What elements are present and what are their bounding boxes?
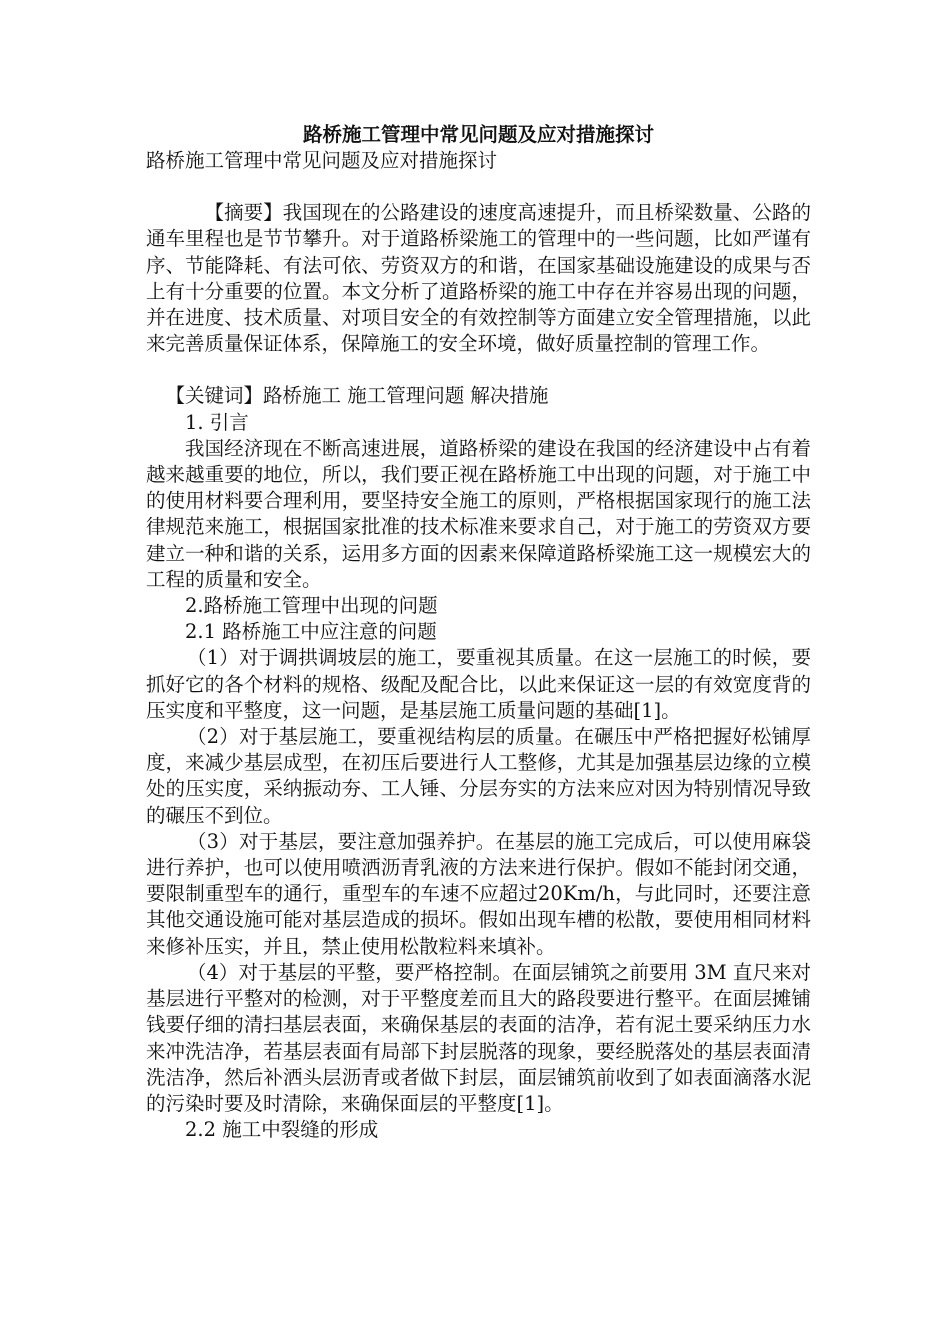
document-subtitle: 路桥施工管理中常见问题及应对措施探讨 [146,149,498,172]
section-1-heading: 1. 引言 [185,410,249,434]
list-item-2: （2）对于基层施工，要重视结构层的质量。在碾压中严格把握好松铺厚度，来减少基层成型，在初压后要进行人工整修，尤其是加强基层边缘的立模处的压实度，采纳振动夯、工人锤、分层夯实的方法来应对因为特别情况导致的碾压不到位。 [146,725,811,827]
section-2-1-heading: 2.1 路桥施工中应注意的问题 [185,620,437,644]
spacer [146,357,811,383]
spacer [146,174,811,200]
list-item-3: （3）对于基层，要注意加强养护。在基层的施工完成后，可以使用麻袋进行养护，也可以使用喷洒沥青乳液的方法来进行保护。假如不能封闭交通，要限制重型车的通行，重型车的车速不应超过20Km/h，与此同时，还要注意其他交通设施可能对基层造成的损坏。假如出现车槽的松散，要使用相同材料来修补压实，并且，禁止使用松散粒料来填补。 [146,829,811,958]
abstract-paragraph: 【摘要】我国现在的公路建设的速度高速提升，而且桥梁数量、公路的通车里程也是节节攀升。对于道路桥梁施工的管理中的一些问题，比如严谨有序、节能降耗、有法可依、劳资双方的和谐，在国家基础设施建设的成果与否上有十分重要的位置。本文分析了道路桥梁的施工中存在并容易出现的问题，并在进度、技术质量、对项目安全的有效控制等方面建立安全管理措施，以此来完善质量保证体系，保障施工的安全环境，做好质量控制的管理工作。 [146,201,811,356]
document-page [146,122,811,1143]
keywords-line: 【关键词】路桥施工 施工管理问题 解决措施 [165,384,549,408]
section-2-2-heading: 2.2 施工中裂缝的形成 [185,1118,379,1142]
section-2-heading: 2.路桥施工管理中出现的问题 [185,594,438,618]
document-title: 路桥施工管理中常见问题及应对措施探讨 [302,123,654,146]
list-item-4: （4）对于基层的平整，要严格控制。在面层铺筑之前要用 3M 直尺来对基层进行平整对的检测，对于平整度差而且大的路段要进行整平。在面层摊铺钱要仔细的清扫基层表面，来确保基层的表面的洁净，若有泥土要采纳压力水来冲洗洁净，若基层表面有局部下封层脱落的现象，要经脱落处的基层表面清洗洁净，然后补洒头层沥青或者做下封层，面层铺筑前收到了如表面滴落水泥的污染时要及时清除，来确保面层的平整度[1]。 [146,960,811,1115]
section-1-body: 我国经济现在不断高速进展，道路桥梁的建设在我国的经济建设中占有着越来越重要的地位，所以，我们要正视在路桥施工中出现的问题，对于施工中的使用材料要合理利用，要坚持安全施工的原则，严格根据国家现行的施工法律规范来施工，根据国家批准的技术标准来要求自己，对于施工的劳资双方要建立一种和谐的关系，运用多方面的因素来保障道路桥梁施工这一规模宏大的工程的质量和安全。 [146,436,811,591]
list-item-1: （1）对于调拱调坡层的施工，要重视其质量。在这一层施工的时候，要抓好它的各个材料的规格、级配及配合比，以此来保证这一层的有效宽度背的压实度和平整度，这一问题，是基层施工质量问题的基础[1]。 [146,646,811,722]
